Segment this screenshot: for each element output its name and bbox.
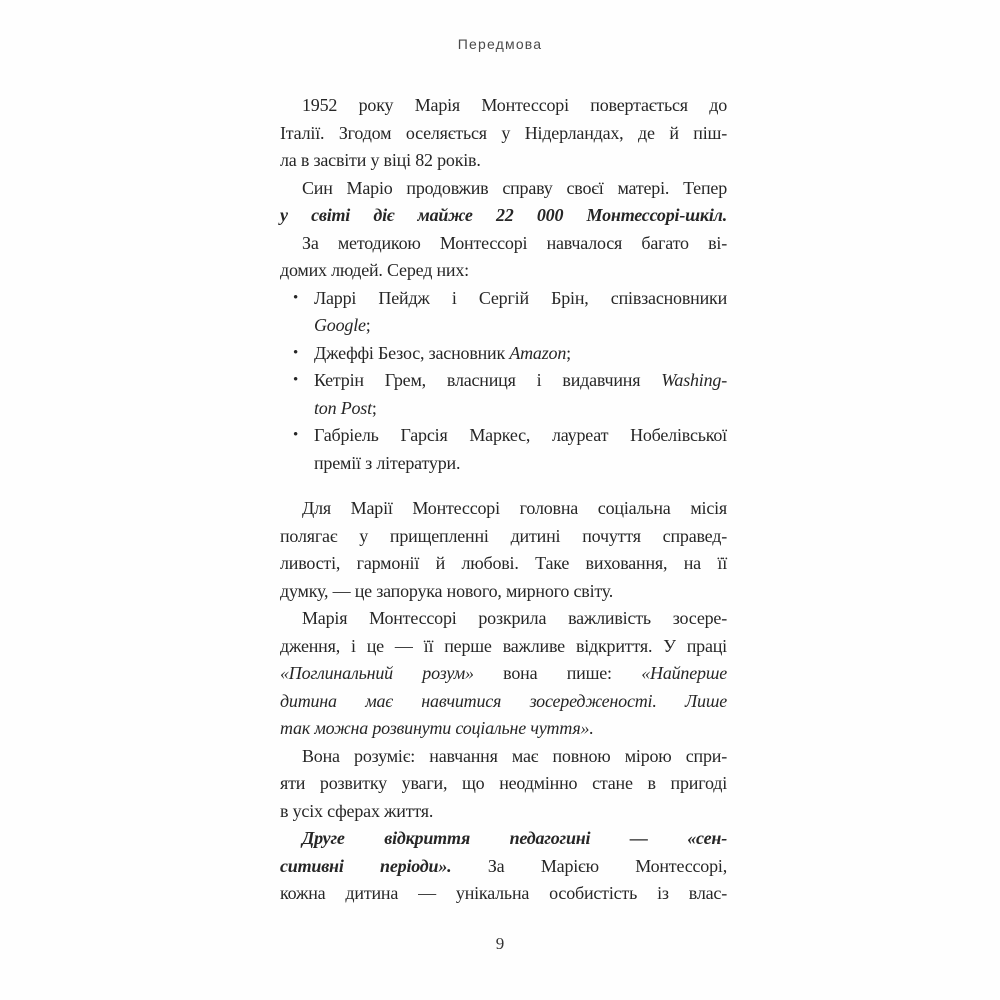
paragraph xyxy=(280,825,727,908)
text-line: дження, і це — її перше важливе відкриття. У праці xyxy=(280,635,727,656)
paragraph xyxy=(280,743,727,826)
text-line: так можна розвинути соціальне чуття». xyxy=(280,718,594,738)
paragraph xyxy=(280,605,727,743)
text-line: ла в засвіти у віці 82 років. xyxy=(280,150,481,170)
text-line: Для Марії Монтессорі головна соціальна місія xyxy=(302,498,727,518)
text-line: ливості, гармонії й любові. Таке виховання, на її xyxy=(280,553,727,573)
bullet-icon: • xyxy=(293,344,299,361)
text-line: Габріель Гарсія Маркес, лауреат Нобелівської xyxy=(314,425,727,445)
bullet-icon: • xyxy=(293,372,299,388)
text-line: Вона розуміє: навчання має повною мірою спри- xyxy=(302,745,727,766)
text-line: Ларрі Пейдж і Сергій Брін, співзасновники xyxy=(314,287,727,308)
bullet-item xyxy=(280,285,727,340)
bullet-icon: • xyxy=(293,289,299,306)
paragraph xyxy=(280,495,727,605)
text-line: Кетрін Грем, власниця і видавчиня Washing- xyxy=(314,370,727,390)
bullet-item xyxy=(280,422,727,477)
text-line: думку, — це запорука нового, мирного світу. xyxy=(280,580,614,601)
page-number: 9 xyxy=(495,934,505,953)
bullet-list xyxy=(280,285,727,478)
text-line: домих людей. Серед них: xyxy=(280,260,469,280)
paragraph xyxy=(280,175,727,230)
paragraph xyxy=(280,230,727,285)
text-line: кожна дитина — унікальна особистість із влас- xyxy=(280,883,727,903)
text-line: Марія Монтессорі розкрила важливість зосере- xyxy=(302,608,727,628)
text-line: яти розвитку уваги, що неодмінно стане в пригоді xyxy=(280,773,727,793)
chapter-header: Передмова xyxy=(457,36,543,52)
text-line: у світі діє майже 22 000 Монтессорі-шкіл. xyxy=(280,205,727,225)
text-line: Google; xyxy=(314,315,371,335)
bullet-icon: • xyxy=(293,427,299,443)
text-line: в усіх сферах життя. xyxy=(280,800,434,821)
text-line: За методикою Монтессорі навчалося багато ві- xyxy=(302,232,727,253)
text-line: Друге відкриття педагогині — «сен- xyxy=(302,828,727,848)
text-line: ton Post; xyxy=(314,397,377,418)
bullet-item xyxy=(280,340,727,368)
text-line: премії з літератури. xyxy=(314,452,461,473)
text-line: 1952 року Марія Монтессорі повертається до xyxy=(302,95,727,115)
text-line: ситивні періоди». За Марією Монтессорі, xyxy=(280,855,727,876)
paragraph xyxy=(280,92,727,175)
text-line: Джеффі Безос, засновник Amazon; xyxy=(314,342,571,363)
text-line: дитина має навчитися зосередженості. Лише xyxy=(280,690,727,711)
text-line: «Поглинальний розум» вона пише: «Найперше xyxy=(280,663,727,683)
text-column xyxy=(280,92,727,908)
text-line: полягає у прищепленні дитині почуття справед- xyxy=(280,525,727,546)
text-line: Італії. Згодом оселяється у Нідерландах, де й піш- xyxy=(280,122,727,143)
bullet-item xyxy=(280,367,727,422)
text-line: Син Маріо продовжив справу своєї матері. Тепер xyxy=(302,177,727,198)
